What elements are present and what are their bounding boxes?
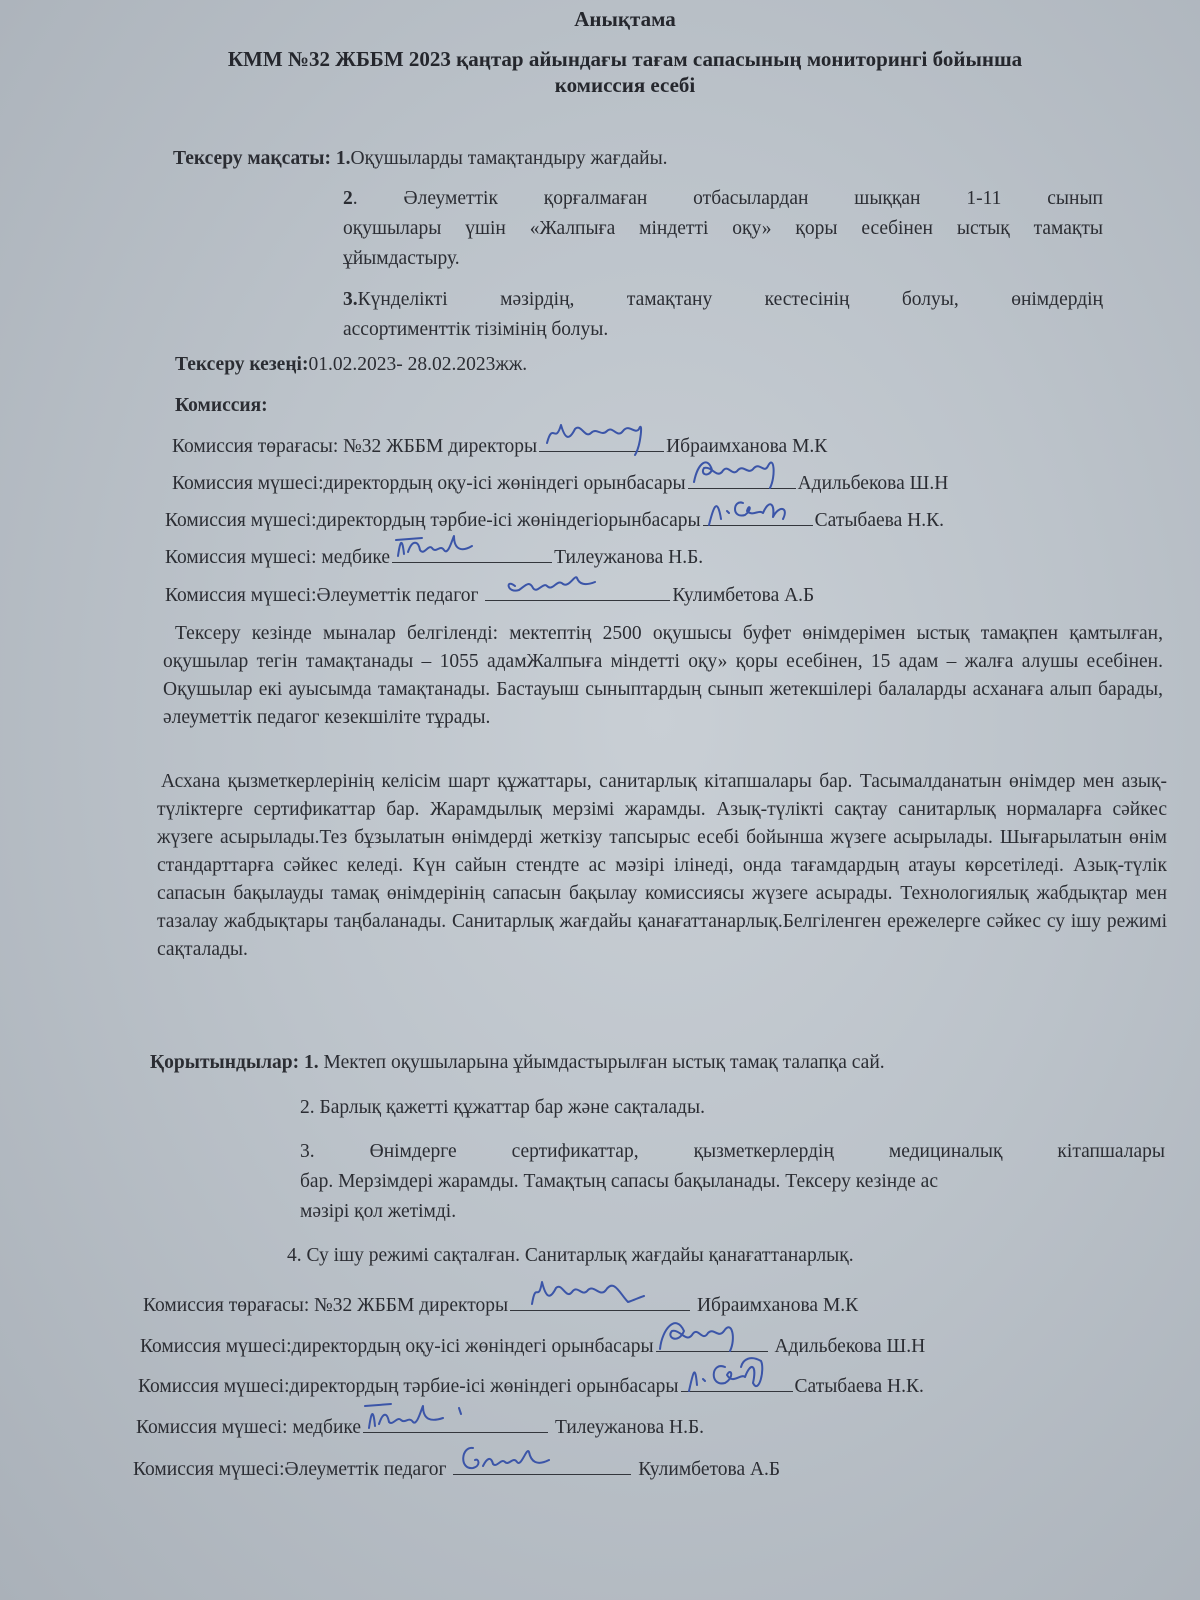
purpose-item-text: . Әлеуметтік қорғалмаған отбасылардан шыққан 1-11 сынып — [352, 188, 1103, 209]
member-role: Комиссия мүшесі:директордың оқу-ісі жөніндегі орынбасары — [140, 1336, 654, 1357]
document-subtitle-line2: комиссия есебі — [554, 73, 696, 97]
member-name: Тилеужанова Н.Б. — [554, 1417, 705, 1438]
document-title: Анықтама — [574, 7, 676, 31]
member-name: Ибраимханова М.К — [696, 1295, 859, 1316]
member-role: Комиссия төрағасы: №32 ЖББМ директоры — [143, 1295, 509, 1316]
purpose-item-3-line2: ассортименттік тізімінің болуы. — [343, 319, 609, 340]
commission-member-row — [165, 503, 944, 534]
conclusion-text: Мектеп оқушыларына ұйымдастырылған ыстық тамақ талапқа сай. — [318, 1052, 885, 1073]
findings-paragraph-2: Асхана қызметкерлерінің келісім шарт құжаттары, санитарлық кітапшалары бар. Тасымалданатын өнімдер мен азық-түліктерге сертификаттар бар. Жарамдылық мерзімі жарамды. Азық-түлікті сақтау санитарлық нормаларға сәйкес жүзеге асырылады.Тез бұзылатын өнімдерді жеткізу тапсырыс есебі бойынша жүзеге асырылады. Шығарылатын өнім стандарттарға сәйкес келеді. Күн сайын стендте ас мәзірі ілінеді, онда тағамдардың атауы көрсетіледі. Азық-түлік сапасын бақылауды тамақ өнімдерінің сапасын бақылау комиссиясы жүзеге асырады. Технологиялық жабдықтар мен тазалау жабдықтары таңбаланады. Санитарлық жағдайы қанағаттанарлық.Белгіленген ережелерге сәйкес су ішу режимі сақталады. — [157, 771, 1167, 960]
signature-field — [703, 503, 813, 526]
document-subtitle-line1: КММ №32 ЖББМ 2023 қаңтар айындағы тағам сапасының мониторингі бойынша — [227, 47, 1023, 71]
conclusion-item-4: 4. Су ішу режимі сақталған. Санитарлық жағдайы қанағаттанарлық. — [287, 1245, 854, 1266]
signature-field — [392, 540, 552, 563]
signature-icon — [703, 489, 813, 529]
member-role: Комиссия мүшесі:директордың тәрбие-ісі жөніндегі орынбасары — [138, 1376, 679, 1397]
signature-icon — [681, 1355, 793, 1395]
signature-field — [363, 1410, 548, 1433]
signature-field — [510, 1288, 690, 1311]
commission-heading: Комиссия: — [175, 395, 268, 416]
signature-field — [453, 1452, 631, 1475]
commission-member-row — [133, 1452, 780, 1483]
period-label: Тексеру кезеңі: — [175, 354, 309, 375]
purpose-item-text: Күнделікті мәзірдің, тамақтану кестесінің болуы, өнімдердің — [357, 289, 1103, 310]
period-value: 01.02.2023- 28.02.2023жж. — [308, 354, 528, 375]
signature-icon — [510, 1274, 690, 1314]
conclusion-item-2: 2. Барлық қажетті құжаттар бар және сақталады. — [300, 1097, 705, 1118]
member-name: Кулимбетова А.Б — [638, 1459, 781, 1480]
purpose-item-num: 2 — [343, 188, 353, 209]
member-role: Комиссия мүшесі: медбике — [165, 547, 391, 568]
member-name: Сатыбаева Н.К. — [814, 510, 944, 531]
commission-member-row — [165, 578, 814, 609]
member-name: Тилеужанова Н.Б. — [554, 547, 704, 568]
signature-field — [681, 1369, 793, 1392]
purpose-item-num: 1. — [335, 148, 351, 169]
conclusion-item-3-line3: мәзірі қол жетімді. — [300, 1201, 457, 1222]
member-name: Кулимбетова А.Б — [672, 585, 815, 606]
purpose-item-2-line1 — [343, 186, 1103, 212]
commission-member-row — [136, 1410, 704, 1441]
member-name: Сатыбаева Н.К. — [794, 1376, 924, 1397]
purpose-item-3-line1 — [343, 287, 1103, 313]
signature-icon — [392, 526, 552, 566]
purpose-item-1 — [173, 146, 668, 172]
findings-paragraph-1: Тексеру кезінде мыналар белгіленді: мектептің 2500 оқушысы буфет өнімдерімен ыстық тамақпен қамтылған, оқушылар тегін тамақтанады – 1055 адамЖалпыға міндетті оқу» қоры есебінен, 15 адам – жалға алушы есебінен. Оқушылар екі ауысымда тамақтанады. Бастауыш сыныптардың сынып жетекшілері балаларды асханаға алып барады, әлеуметтік педагог кезекшіліте тұрады. — [163, 623, 1163, 728]
signature-icon — [656, 1315, 768, 1355]
commission-member-row — [140, 1329, 925, 1360]
inspection-period — [175, 352, 527, 378]
member-role: Комиссия мүшесі:директордың оқу-ісі жөніндегі орынбасары — [172, 473, 686, 494]
purpose-label: Тексеру мақсаты: — [173, 148, 336, 169]
purpose-item-2-line2: оқушылары үшін «Жалпыға міндетті оқу» қоры есебінен ыстық тамақты — [343, 218, 1103, 239]
member-role: Комиссия төрағасы: №32 ЖББМ директоры — [172, 436, 538, 457]
member-role: Комиссия мүшесі:директордың тәрбие-ісі жөніндегіорынбасары — [165, 510, 701, 531]
signature-icon — [485, 564, 670, 604]
signature-icon — [363, 1396, 548, 1436]
conclusion-item-3-line1: 3. Өнімдерге сертификаттар, қызметкерлердің медициналық кітапшалары — [300, 1141, 1165, 1162]
conclusions-label: Қорытындылар: — [150, 1052, 304, 1073]
signature-icon — [688, 452, 796, 492]
conclusion-item-3-line2: бар. Мерзімдері жарамды. Тамақтың сапасы бақыланады. Тексеру кезінде ас — [300, 1171, 938, 1192]
signature-field — [656, 1329, 768, 1352]
purpose-item-text: Оқушыларды тамақтандыру жағдайы. — [350, 148, 668, 169]
purpose-item-2-line3: ұйымдастыру. — [343, 248, 460, 269]
signature-field — [539, 429, 664, 452]
conclusion-num: 1. — [304, 1052, 319, 1073]
signature-icon — [539, 415, 664, 455]
signature-icon — [453, 1438, 631, 1478]
member-name: Адильбекова Ш.Н — [797, 473, 949, 494]
purpose-item-num: 3. — [343, 289, 358, 310]
member-name: Ибраимханова М.К — [666, 436, 828, 457]
member-role: Комиссия мүшесі: медбике — [136, 1417, 362, 1438]
member-role: Комиссия мүшесі:Әлеуметтік педагог — [133, 1459, 447, 1480]
commission-member-row — [172, 466, 948, 497]
conclusion-item-1 — [150, 1050, 885, 1076]
signature-field — [688, 466, 796, 489]
member-role: Комиссия мүшесі:Әлеуметтік педагог — [165, 585, 479, 606]
member-name: Адильбекова Ш.Н — [774, 1336, 926, 1357]
signature-field — [485, 578, 670, 601]
